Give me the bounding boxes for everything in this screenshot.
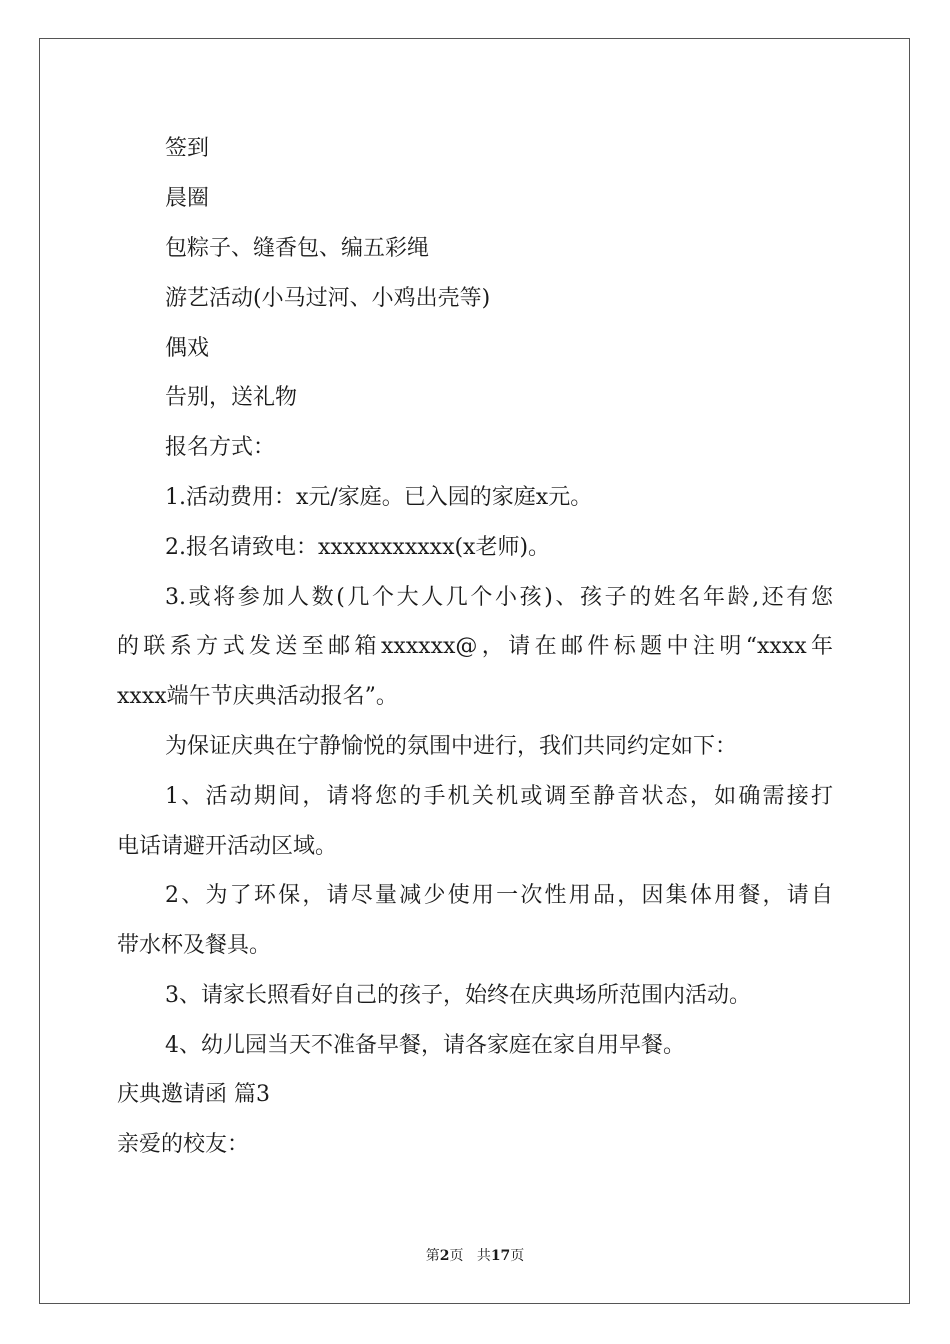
agreement-item-1-line2: 电话请避开活动区域。 (117, 834, 338, 859)
schedule-item-crafts: 包粽子、缝香包、编五彩绳 (165, 236, 430, 261)
footer-page-number: 2 (439, 1248, 450, 1264)
agreement-item-1-line1: 1、活动期间，请将您的手机关机或调至静音状态，如确需接打 (165, 784, 833, 809)
agreement-intro: 为保证庆典在宁静愉悦的氛围中进行，我们共同约定如下： (165, 734, 738, 759)
footer-page-suffix: 页 (449, 1248, 464, 1264)
registration-heading: 报名方式： (165, 435, 276, 460)
salutation: 亲爱的校友： (117, 1132, 250, 1157)
footer-page-prefix: 第 (425, 1248, 440, 1264)
footer-total-suffix: 页 (510, 1248, 525, 1264)
section-heading: 庆典邀请函 篇3 (117, 1082, 270, 1107)
schedule-item-games: 游艺活动(小马过河、小鸡出壳等) (165, 286, 491, 311)
footer-total-pages: 17 (490, 1248, 511, 1264)
schedule-item-morning-circle: 晨圈 (165, 186, 210, 211)
agreement-item-2-line2: 带水杯及餐具。 (117, 933, 272, 958)
footer-total-prefix: 共 (476, 1248, 491, 1264)
registration-item-email-line3: xxxx端午节庆典活动报名”。 (117, 684, 398, 709)
page-footer (0, 1246, 950, 1266)
page-border (39, 38, 910, 1304)
registration-item-phone: 2.报名请致电：xxxxxxxxxxx(x老师)。 (165, 535, 551, 560)
registration-item-email-line2: 的联系方式发送至邮箱xxxxxx@，请在邮件标题中注明“xxxx年 (117, 634, 833, 659)
schedule-item-farewell: 告别，送礼物 (165, 385, 298, 410)
schedule-item-sign-in: 签到 (165, 136, 210, 161)
schedule-item-puppet-show: 偶戏 (165, 336, 210, 361)
agreement-item-3: 3、请家长照看好自己的孩子，始终在庆典场所范围内活动。 (165, 983, 751, 1008)
registration-item-fee: 1.活动费用：x元/家庭。已入园的家庭x元。 (165, 485, 593, 510)
registration-item-email-line1: 3.或将参加人数(几个大人几个小孩)、孩子的姓名年龄,还有您 (165, 585, 833, 610)
agreement-item-2-line1: 2、为了环保，请尽量减少使用一次性用品，因集体用餐，请自 (165, 883, 833, 908)
agreement-item-4: 4、幼儿园当天不准备早餐，请各家庭在家自用早餐。 (165, 1033, 685, 1058)
